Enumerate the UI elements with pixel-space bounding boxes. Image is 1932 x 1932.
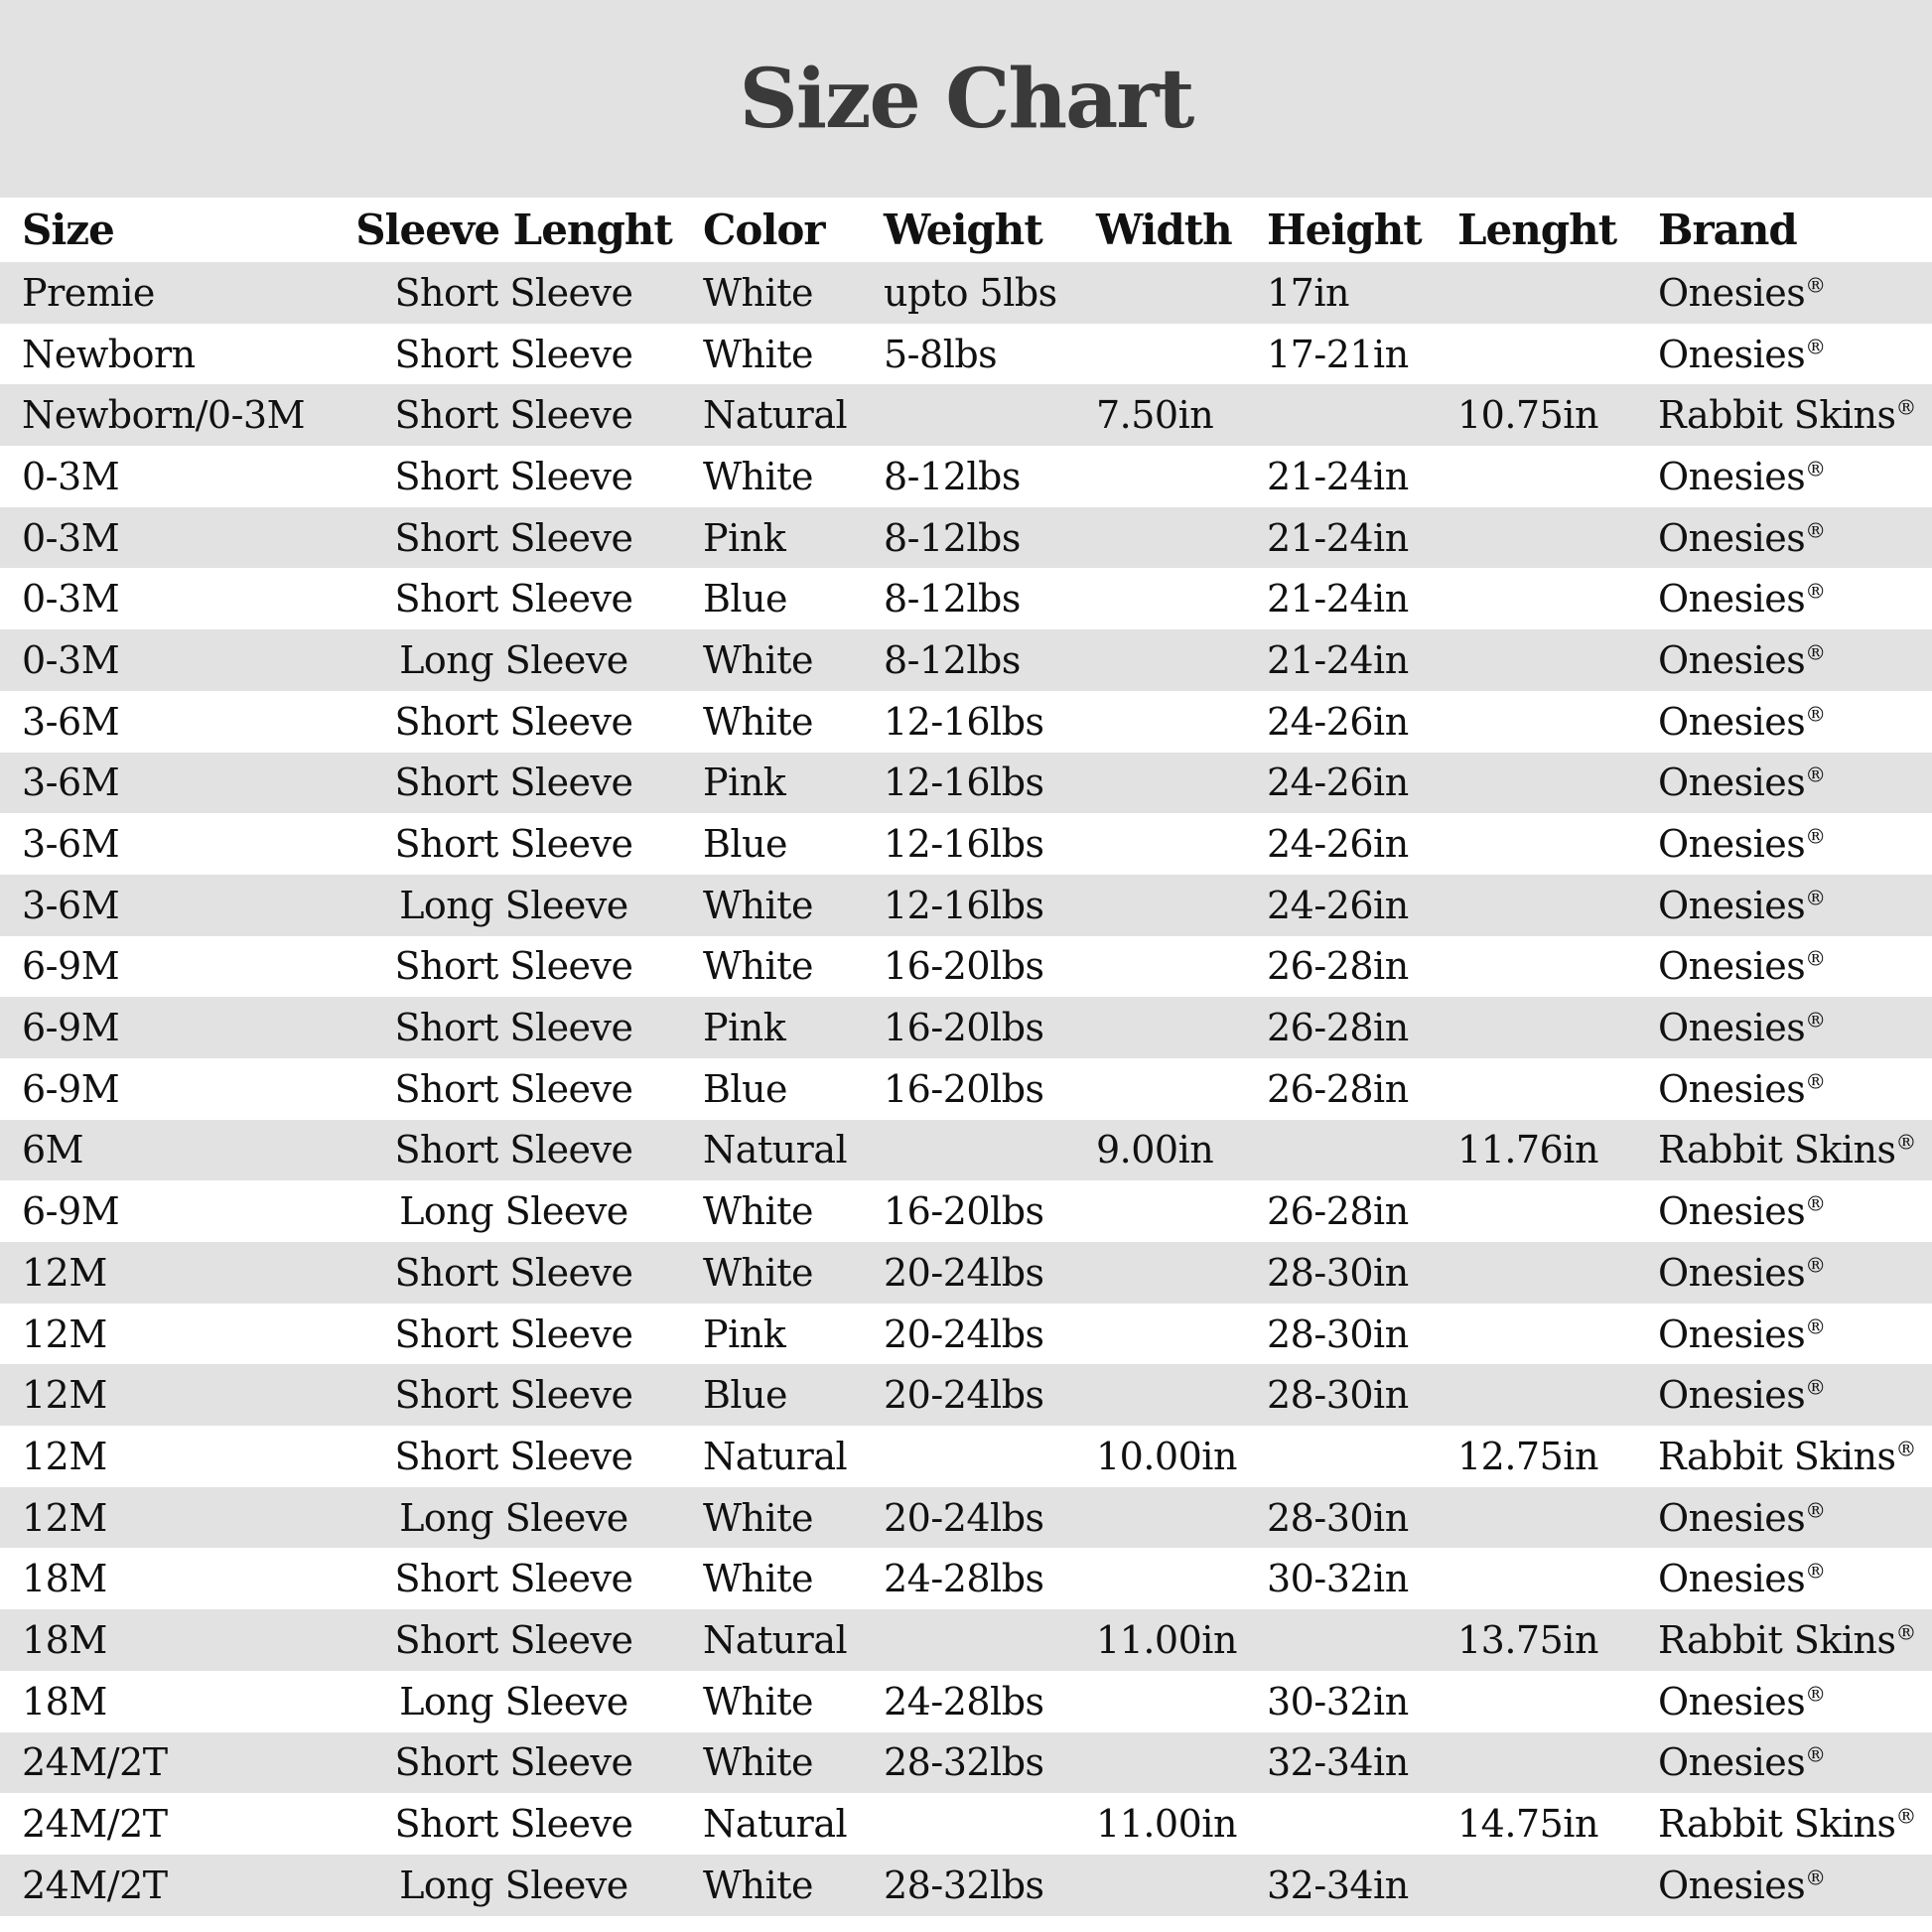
cell-height: 30-32in: [1267, 1557, 1409, 1601]
cell-size: 3-6M: [22, 699, 120, 744]
table-row: [0, 1180, 1932, 1242]
cell-color: White: [703, 1189, 813, 1234]
cell-height: 24-26in: [1267, 883, 1409, 927]
title-area: [0, 0, 1932, 198]
cell-brand: Onesies®: [1658, 515, 1826, 560]
cell-sleeve: Short Sleeve: [394, 1311, 633, 1356]
cell-sleeve: Short Sleeve: [394, 1373, 633, 1418]
cell-size: 6M: [22, 1128, 84, 1173]
table-row: [0, 813, 1932, 875]
header-weight: Weight: [884, 206, 1042, 254]
cell-brand: Onesies®: [1658, 637, 1826, 682]
cell-height: 17in: [1267, 270, 1349, 315]
cell-brand: Onesies®: [1658, 1311, 1826, 1356]
cell-sleeve: Short Sleeve: [394, 515, 633, 560]
cell-weight: 8-12lbs: [884, 637, 1021, 682]
cell-height: 21-24in: [1267, 454, 1409, 498]
cell-color: Natural: [703, 1434, 848, 1478]
cell-sleeve: Long Sleeve: [399, 883, 628, 927]
cell-size: 12M: [22, 1495, 107, 1540]
header-length: Lenght: [1457, 206, 1617, 254]
table-row: [0, 384, 1932, 446]
cell-height: 17-21in: [1267, 332, 1409, 376]
cell-sleeve: Long Sleeve: [399, 637, 628, 682]
cell-height: 21-24in: [1267, 577, 1409, 621]
cell-size: 18M: [22, 1617, 107, 1662]
cell-sleeve: Short Sleeve: [394, 1250, 633, 1295]
cell-height: 26-28in: [1267, 1006, 1409, 1050]
cell-height: 30-32in: [1267, 1679, 1409, 1724]
cell-sleeve: Short Sleeve: [394, 1006, 633, 1050]
cell-sleeve: Short Sleeve: [394, 1802, 633, 1847]
table-row: [0, 1793, 1932, 1855]
cell-size: 12M: [22, 1250, 107, 1295]
table-row: [0, 446, 1932, 507]
table-row: [0, 1548, 1932, 1609]
cell-brand: Onesies®: [1658, 760, 1826, 805]
table-row: [0, 1732, 1932, 1794]
cell-brand: Onesies®: [1658, 1740, 1826, 1785]
cell-brand: Onesies®: [1658, 1679, 1826, 1724]
cell-brand: Rabbit Skins®: [1658, 1802, 1916, 1847]
table-body: [0, 262, 1932, 1916]
cell-height: 21-24in: [1267, 515, 1409, 560]
cell-sleeve: Long Sleeve: [399, 1679, 628, 1724]
bottom-spacer: [0, 1916, 1932, 1932]
cell-color: Natural: [703, 1128, 848, 1173]
cell-color: White: [703, 332, 813, 376]
cell-height: 28-30in: [1267, 1311, 1409, 1356]
cell-sleeve: Short Sleeve: [394, 270, 633, 315]
cell-color: Blue: [703, 1066, 788, 1111]
cell-brand: Onesies®: [1658, 883, 1826, 927]
cell-sleeve: Short Sleeve: [394, 1434, 633, 1478]
cell-color: White: [703, 454, 813, 498]
cell-weight: 12-16lbs: [884, 822, 1044, 867]
cell-size: 12M: [22, 1311, 107, 1356]
cell-color: White: [703, 1250, 813, 1295]
cell-weight: 24-28lbs: [884, 1679, 1044, 1724]
cell-size: 6-9M: [22, 1189, 120, 1234]
table-row: [0, 507, 1932, 569]
cell-brand: Onesies®: [1658, 1006, 1826, 1050]
cell-size: 6-9M: [22, 944, 120, 989]
cell-color: White: [703, 1740, 813, 1785]
cell-weight: 12-16lbs: [884, 699, 1044, 744]
cell-brand: Onesies®: [1658, 270, 1826, 315]
cell-weight: 28-32lbs: [884, 1863, 1044, 1907]
cell-weight: 8-12lbs: [884, 454, 1021, 498]
cell-height: 26-28in: [1267, 944, 1409, 989]
table-row: [0, 1242, 1932, 1304]
cell-color: White: [703, 699, 813, 744]
cell-weight: 5-8lbs: [884, 332, 998, 376]
table-row: [0, 1426, 1932, 1487]
cell-brand: Onesies®: [1658, 1557, 1826, 1601]
cell-height: 28-30in: [1267, 1495, 1409, 1540]
table-row: [0, 629, 1932, 691]
cell-sleeve: Long Sleeve: [399, 1495, 628, 1540]
header-brand: Brand: [1658, 206, 1797, 254]
cell-color: Pink: [703, 1311, 786, 1356]
cell-size: 0-3M: [22, 637, 120, 682]
cell-color: Natural: [703, 1617, 848, 1662]
cell-weight: 12-16lbs: [884, 760, 1044, 805]
cell-size: 24M/2T: [22, 1863, 168, 1907]
cell-brand: Onesies®: [1658, 1250, 1826, 1295]
cell-brand: Rabbit Skins®: [1658, 393, 1916, 438]
cell-brand: Onesies®: [1658, 1863, 1826, 1907]
cell-width: 10.00in: [1096, 1434, 1237, 1478]
table-row: [0, 324, 1932, 385]
cell-color: Pink: [703, 1006, 786, 1050]
cell-brand: Onesies®: [1658, 577, 1826, 621]
cell-height: 21-24in: [1267, 637, 1409, 682]
cell-sleeve: Short Sleeve: [394, 1740, 633, 1785]
cell-brand: Rabbit Skins®: [1658, 1128, 1916, 1173]
cell-length: 10.75in: [1457, 393, 1598, 438]
table-header-row: [0, 198, 1932, 262]
cell-weight: upto 5lbs: [884, 270, 1057, 315]
cell-size: 0-3M: [22, 454, 120, 498]
table-row: [0, 936, 1932, 998]
cell-weight: 8-12lbs: [884, 577, 1021, 621]
cell-size: 3-6M: [22, 760, 120, 805]
cell-length: 14.75in: [1457, 1802, 1598, 1847]
cell-size: 18M: [22, 1679, 107, 1724]
cell-height: 26-28in: [1267, 1066, 1409, 1111]
cell-color: Natural: [703, 1802, 848, 1847]
header-width: Width: [1096, 206, 1232, 254]
cell-sleeve: Short Sleeve: [394, 944, 633, 989]
cell-color: White: [703, 637, 813, 682]
cell-size: 6-9M: [22, 1006, 120, 1050]
cell-sleeve: Short Sleeve: [394, 1128, 633, 1173]
table-row: [0, 1671, 1932, 1732]
cell-width: 7.50in: [1096, 393, 1214, 438]
cell-height: 24-26in: [1267, 699, 1409, 744]
cell-sleeve: Short Sleeve: [394, 332, 633, 376]
cell-brand: Onesies®: [1658, 1495, 1826, 1540]
cell-weight: 16-20lbs: [884, 1006, 1044, 1050]
cell-length: 12.75in: [1457, 1434, 1598, 1478]
cell-height: 24-26in: [1267, 822, 1409, 867]
cell-size: 24M/2T: [22, 1740, 168, 1785]
table-row: [0, 1487, 1932, 1549]
cell-weight: 16-20lbs: [884, 1066, 1044, 1111]
cell-color: Blue: [703, 1373, 788, 1418]
table-row: [0, 1058, 1932, 1120]
table-row: [0, 691, 1932, 753]
table-row: [0, 997, 1932, 1058]
cell-brand: Onesies®: [1658, 454, 1826, 498]
table-row: [0, 753, 1932, 814]
cell-sleeve: Long Sleeve: [399, 1863, 628, 1907]
cell-brand: Onesies®: [1658, 699, 1826, 744]
cell-weight: 12-16lbs: [884, 883, 1044, 927]
page-title: Size Chart: [739, 51, 1193, 147]
header-sleeve-length: Sleeve Lenght: [355, 206, 672, 254]
cell-color: White: [703, 270, 813, 315]
cell-color: Pink: [703, 515, 786, 560]
cell-color: Blue: [703, 822, 788, 867]
header-height: Height: [1267, 206, 1422, 254]
cell-sleeve: Short Sleeve: [394, 393, 633, 438]
cell-length: 11.76in: [1457, 1128, 1598, 1173]
cell-size: 3-6M: [22, 822, 120, 867]
table-row: [0, 1609, 1932, 1671]
cell-width: 9.00in: [1096, 1128, 1214, 1173]
cell-sleeve: Short Sleeve: [394, 822, 633, 867]
cell-weight: 28-32lbs: [884, 1740, 1044, 1785]
cell-color: White: [703, 1495, 813, 1540]
table-row: [0, 1855, 1932, 1916]
cell-width: 11.00in: [1096, 1617, 1237, 1662]
cell-height: 24-26in: [1267, 760, 1409, 805]
cell-size: 12M: [22, 1434, 107, 1478]
cell-brand: Onesies®: [1658, 1373, 1826, 1418]
cell-length: 13.75in: [1457, 1617, 1598, 1662]
cell-brand: Onesies®: [1658, 822, 1826, 867]
cell-size: 12M: [22, 1373, 107, 1418]
cell-sleeve: Short Sleeve: [394, 1066, 633, 1111]
cell-sleeve: Short Sleeve: [394, 1617, 633, 1662]
cell-color: Natural: [703, 393, 848, 438]
table-row: [0, 1120, 1932, 1181]
cell-sleeve: Short Sleeve: [394, 1557, 633, 1601]
cell-height: 26-28in: [1267, 1189, 1409, 1234]
size-chart-table: [0, 198, 1932, 1916]
cell-size: 24M/2T: [22, 1802, 168, 1847]
cell-size: Premie: [22, 270, 155, 315]
cell-height: 32-34in: [1267, 1740, 1409, 1785]
cell-sleeve: Short Sleeve: [394, 760, 633, 805]
cell-width: 11.00in: [1096, 1802, 1237, 1847]
table-row: [0, 1364, 1932, 1426]
cell-weight: 24-28lbs: [884, 1557, 1044, 1601]
cell-weight: 20-24lbs: [884, 1311, 1044, 1356]
cell-height: 32-34in: [1267, 1863, 1409, 1907]
cell-size: 6-9M: [22, 1066, 120, 1111]
cell-height: 28-30in: [1267, 1373, 1409, 1418]
table-row: [0, 875, 1932, 936]
cell-weight: 8-12lbs: [884, 515, 1021, 560]
cell-color: White: [703, 1679, 813, 1724]
cell-sleeve: Short Sleeve: [394, 454, 633, 498]
cell-size: 0-3M: [22, 515, 120, 560]
cell-size: 3-6M: [22, 883, 120, 927]
cell-weight: 16-20lbs: [884, 944, 1044, 989]
cell-color: White: [703, 1863, 813, 1907]
cell-brand: Onesies®: [1658, 1066, 1826, 1111]
cell-color: White: [703, 1557, 813, 1601]
cell-weight: 20-24lbs: [884, 1495, 1044, 1540]
cell-size: Newborn/0-3M: [22, 393, 306, 438]
cell-size: Newborn: [22, 332, 196, 376]
cell-brand: Onesies®: [1658, 332, 1826, 376]
cell-color: Pink: [703, 760, 786, 805]
cell-brand: Onesies®: [1658, 1189, 1826, 1234]
table-row: [0, 568, 1932, 629]
cell-height: 28-30in: [1267, 1250, 1409, 1295]
cell-color: Blue: [703, 577, 788, 621]
cell-sleeve: Long Sleeve: [399, 1189, 628, 1234]
table-row: [0, 262, 1932, 324]
header-size: Size: [22, 206, 114, 254]
cell-weight: 20-24lbs: [884, 1373, 1044, 1418]
cell-brand: Rabbit Skins®: [1658, 1434, 1916, 1478]
header-color: Color: [703, 206, 825, 254]
cell-size: 0-3M: [22, 577, 120, 621]
cell-sleeve: Short Sleeve: [394, 699, 633, 744]
cell-size: 18M: [22, 1557, 107, 1601]
table-row: [0, 1304, 1932, 1365]
cell-weight: 16-20lbs: [884, 1189, 1044, 1234]
cell-color: White: [703, 883, 813, 927]
cell-brand: Rabbit Skins®: [1658, 1617, 1916, 1662]
cell-color: White: [703, 944, 813, 989]
cell-weight: 20-24lbs: [884, 1250, 1044, 1295]
cell-brand: Onesies®: [1658, 944, 1826, 989]
cell-sleeve: Short Sleeve: [394, 577, 633, 621]
